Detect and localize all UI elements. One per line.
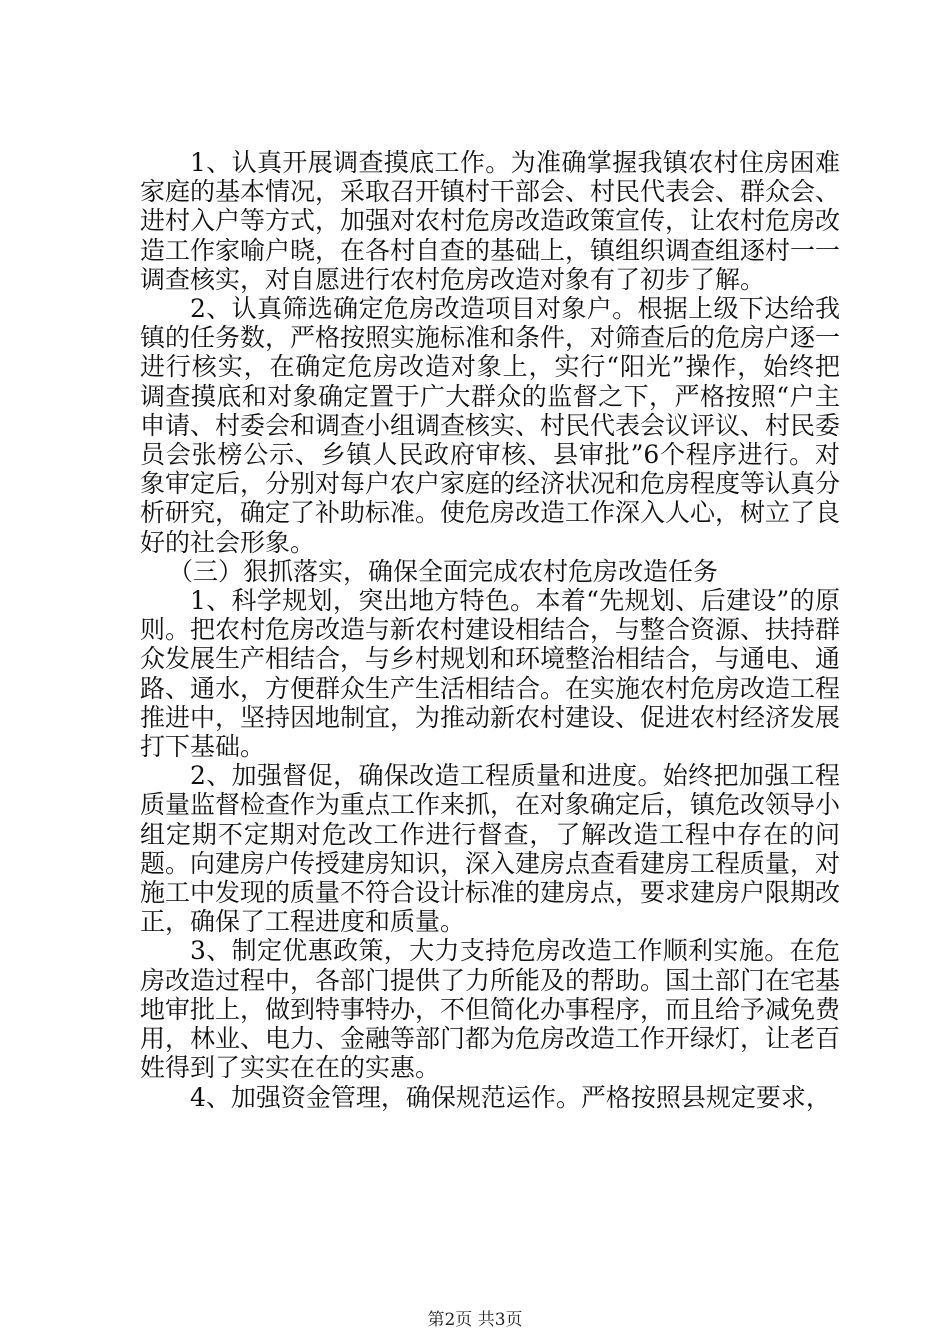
paragraph-policy: 3、制定优惠政策，大力支持危房改造工作顺利实施。在危房改造过程中，各部门提供了力所能及的帮助。国土部门在宅基地审批上，做到特事特办，不但简化办事程序，而且给予减免费用，林业、电力、金融等部门都为危房改造工作开绿灯，让老百姓得到了实实在在的实惠。 <box>140 936 841 1083</box>
paragraph-funds: 4、加强资金管理，确保规范运作。严格按照县规定要求， <box>190 1082 831 1112</box>
paragraph-planning: 1、科学规划，突出地方特色。本着“先规划、后建设”的原则。把农村危房改造与新农村建设相结合，与整合资源、扶持群众发展生产相结合，与乡村规划和环境整治相结合，与通电、通路、通水，方便群众生产生活相结合。在实施农村危房改造工程推进中，坚持因地制宜，为推动新农村建设、促进农村经济发展打下基础。 <box>140 586 841 762</box>
paragraph-supervision: 2、加强督促，确保改造工程质量和进度。始终把加强工程质量监督检查作为重点工作来抓，在对象确定后，镇危改领导小组定期不定期对危改工作进行督查，了解改造工程中存在的问题。向建房户传授建房知识，深入建房点查看建房工程质量，对施工中发现的质量不符合设计标准的建房点，要求建房户限期改正，确保了工程进度和质量。 <box>140 761 841 937</box>
paragraph-screening: 2、认真筛选确定危房改造项目对象户。根据上级下达给我镇的任务数，严格按照实施标准和条件，对筛查后的危房户逐一进行核实，在确定危房改造对象上，实行“阳光”操作，始终把调查摸底和对象确定置于广大群众的监督之下，严格按照“户主申请、村委会和调查小组调查核实、村民代表会议评议、村民委员会张榜公示、乡镇人民政府审核、县审批”6个程序进行。对象审定后，分别对每户农户家庭的经济状况和危房程度等认真分析研究，确定了补助标准。使危房改造工作深入人心，树立了良好的社会形象。 <box>140 294 841 557</box>
section-heading: （三）狠抓落实，确保全面完成农村危房改造任务 <box>168 556 719 586</box>
page-footer: 第2页 共3页 <box>427 1310 523 1330</box>
document-body <box>140 148 840 1112</box>
paragraph-survey: 1、认真开展调查摸底工作。为准确掌握我镇农村住房困难家庭的基本情况，采取召开镇村干部会、村民代表会、群众会、进村入户等方式，加强对农村危房改造政策宣传，让农村危房改造工作家喻户晓，在各村自查的基础上，镇组织调查组逐村一一调查核实，对自愿进行农村危房改造对象有了初步了解。 <box>140 148 841 294</box>
